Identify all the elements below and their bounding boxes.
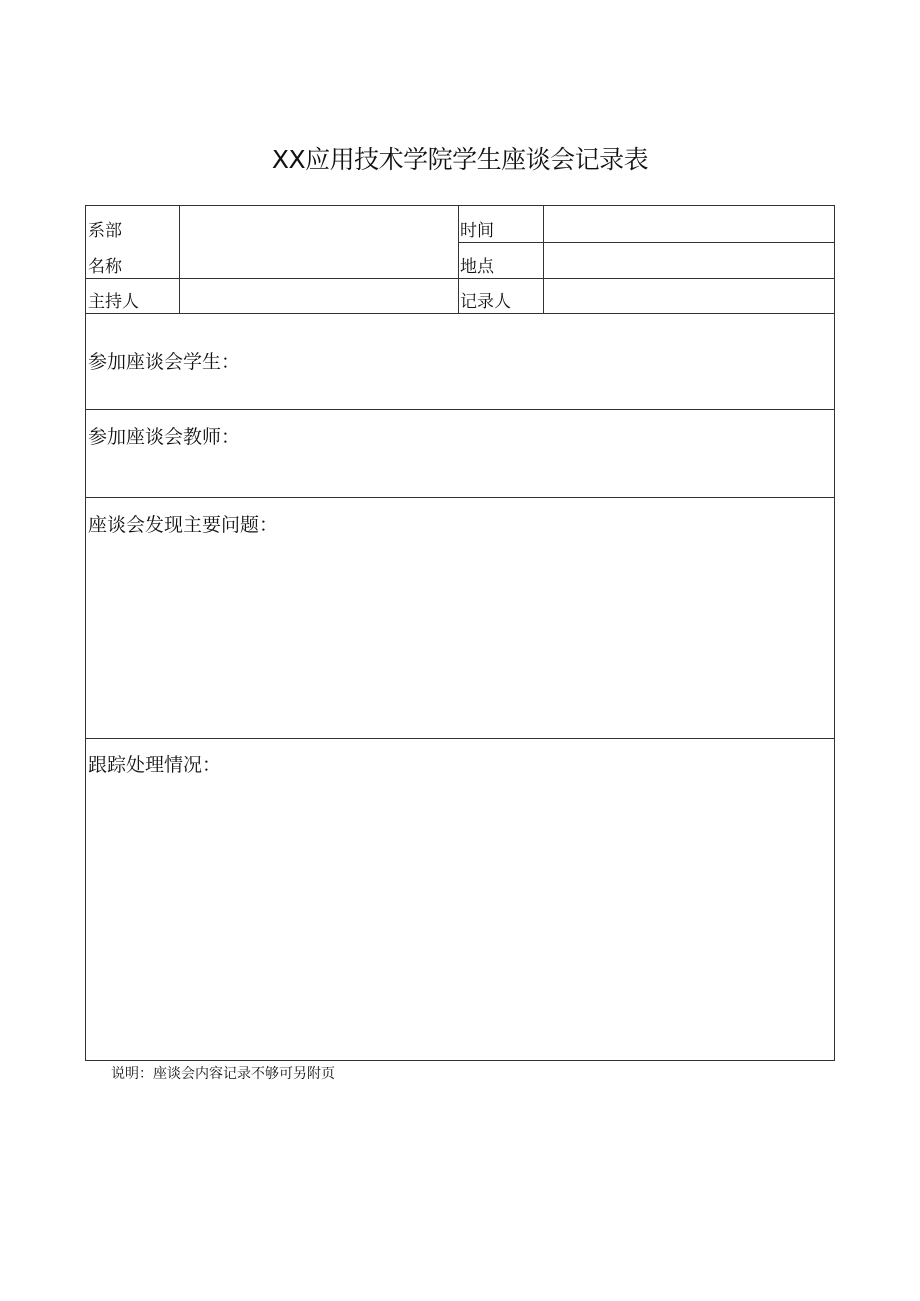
students-section-label: 参加座谈会学生： [88,351,241,373]
department-label-line2: 名称 [88,257,122,277]
teachers-section-label: 参加座谈会教师： [88,426,241,448]
location-label: 地点 [460,257,494,277]
col-divider-2 [458,206,459,313]
row-divider-problems [86,497,835,498]
time-label: 时间 [460,221,494,241]
row-divider-follow-up [86,738,835,739]
row-divider-teachers [86,409,835,410]
host-label: 主持人 [88,292,139,312]
row-divider-students [86,313,835,314]
footnote: 说明：座谈会内容记录不够可另附页 [111,1066,335,1082]
recorder-label: 记录人 [460,292,511,312]
row-divider-host [86,278,835,279]
follow-up-section-label: 跟踪处理情况： [88,754,222,776]
form-title: XX应用技术学院学生座谈会记录表 [271,145,649,174]
record-form-table [85,205,835,1061]
department-label-line1: 系部 [88,221,122,241]
row-divider-time-location [459,242,835,243]
problems-section-label: 座谈会发现主要问题： [88,514,279,536]
col-divider-3 [543,206,544,313]
col-divider-1 [179,206,180,313]
